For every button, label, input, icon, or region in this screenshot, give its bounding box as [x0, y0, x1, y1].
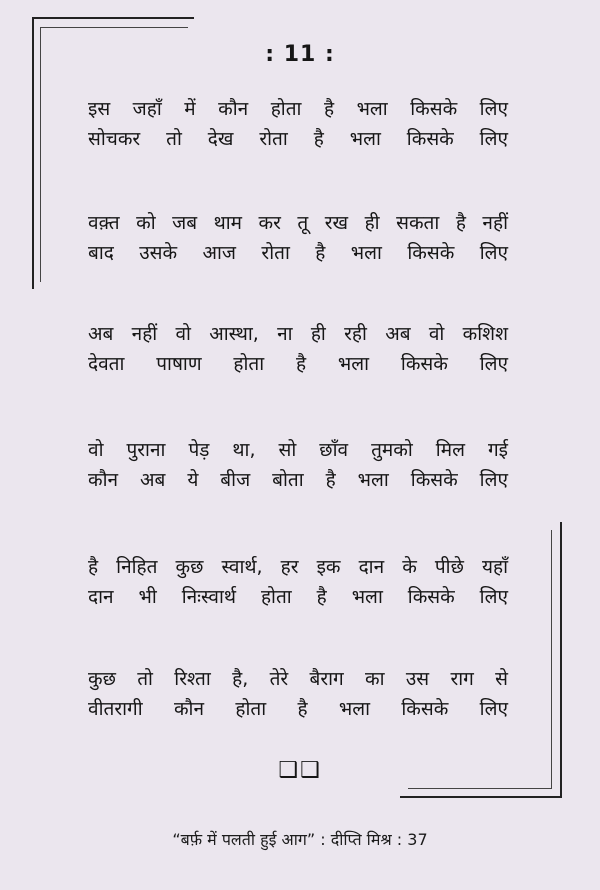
poem-line: है निहित कुछ स्वार्थ, हर इक दान के पीछे यहाँ [88, 556, 508, 578]
poem-line: बाद उसके आज रोता है भला किसके लिए [88, 242, 508, 264]
frame-top-left-outer-horizontal [32, 17, 194, 19]
stanza-4 [88, 435, 508, 495]
stanza-5 [88, 552, 508, 612]
poem-line: कुछ तो रिश्ता है, तेरे बैराग का उस राग से [88, 668, 508, 690]
poem-line: वो पुराना पेड़ था, सो छाँव तुमको मिल गई [88, 439, 508, 461]
frame-bottom-right-inner-vertical [551, 530, 552, 788]
poem-line: वीतरागी कौन होता है भला किसके लिए [88, 698, 508, 720]
poem-line: वक़्त को जब थाम कर तू रख ही सकता है नहीं [88, 212, 508, 234]
poem-line: देवता पाषाण होता है भला किसके लिए [88, 353, 508, 375]
poem-line: अब नहीं वो आस्था, ना ही रही अब वो कशिश [88, 323, 508, 345]
end-mark-icon: ❑❑ [278, 758, 322, 783]
frame-bottom-right-outer-horizontal [400, 796, 562, 798]
frame-top-left-inner-horizontal [40, 27, 188, 28]
page-number: : 11 : [265, 42, 335, 67]
stanza-6 [88, 664, 508, 724]
frame-bottom-right-outer-vertical [560, 522, 562, 798]
stanza-2 [88, 208, 508, 268]
poem-line: सोचकर तो देख रोता है भला किसके लिए [88, 128, 508, 150]
poem-line: दान भी निःस्वार्थ होता है भला किसके लिए [88, 586, 508, 608]
stanza-3 [88, 319, 508, 379]
frame-bottom-right-inner-horizontal [408, 788, 552, 789]
page-footer: “बर्फ़ में पलती हुई आग” : दीप्ति मिश्र : 37 [172, 830, 428, 849]
poem-line: कौन अब ये बीज बोता है भला किसके लिए [88, 469, 508, 491]
poem-line: इस जहाँ में कौन होता है भला किसके लिए [88, 98, 508, 120]
stanza-1 [88, 94, 508, 154]
